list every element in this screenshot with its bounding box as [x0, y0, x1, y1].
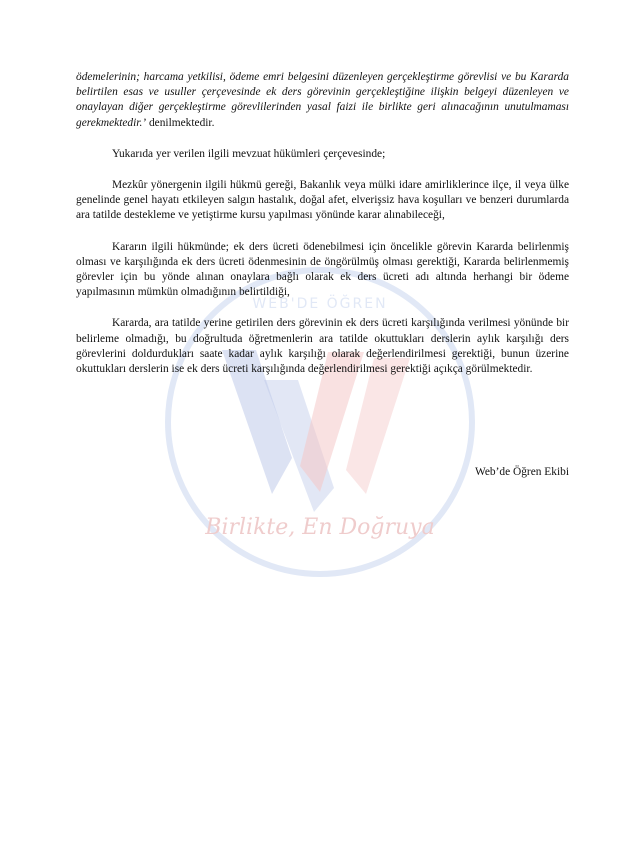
quote-tail-text: denilmektedir. — [146, 116, 215, 129]
paragraph-quote-ending — [76, 70, 569, 131]
watermark-slogan: Birlikte, En Doğruya — [205, 515, 435, 540]
paragraph-conclusion: Kararda, ara tatilde yerine getirilen ders görevinin ek ders ücreti karşılığında verilmesi yönünde bir belirleme olmadığı, bu doğrultuda öğretmenlerin ara tatilde okuttukları derslerin aylık karşılığı ders görevlerini doldurdukları saate kadar aylık karşılığı olarak değerlendirilmesi gerektiği, bunun üzerine okuttukları derslerin ise ek ders ücreti karşılığında değerlendirilmesi gerektiği açıkça görülmektedir. — [76, 317, 569, 376]
paragraph-intro: Yukarıda yer verilen ilgili mevzuat hükümleri çerçevesinde; — [112, 147, 386, 160]
paragraph-decision: Kararın ilgili hükmünde; ek ders ücreti ödenebilmesi için öncelikle görevin Kararda belirlenmiş olması ve karşılığında ek ders ücreti ödenmesinin de öngörülmüş olması gerektiği, Kararda belirlenmemiş görevler için bu yönde alınan onaylara bağlı olarak ek ders ücreti adı altında herhangi bir ödeme yapılmasının mümkün olmadığının belirtildiği, — [76, 240, 569, 299]
paragraph-directive: Mezkûr yönergenin ilgili hükmü gereği, Bakanlık veya mülki idare amirliklerince ilçe, il veya ülke genelinde genel hayatı etkileyen salgın hastalık, doğal afet, elverişsiz hava koşulları ve benzeri durumlarda ara tatilde destekleme ve yetiştirme kursu yapılması yönünde karar alınabileceği, — [76, 179, 569, 222]
document-body — [76, 70, 569, 393]
watermark-brand: WEB'DE ÖĞREN — [252, 296, 388, 312]
quote-italic-text: ödemelerinin; harcama yetkilisi, ödeme emri belgesini düzenleyen gerçekleştirme görevlisi ve bu Kararda belirtilen esas ve usuller çerçevesinde ek ders görevinin gerçekleştiğine ilişkin belgeyi düzenleyen ve onaylayan diğer gerçekleştirme görevlilerinden yasal faizi ile birlikte geri alınacağının unutulmaması gerekmektedir.’ — [76, 71, 569, 129]
signature: Web’de Öğren Ekibi — [475, 466, 569, 478]
